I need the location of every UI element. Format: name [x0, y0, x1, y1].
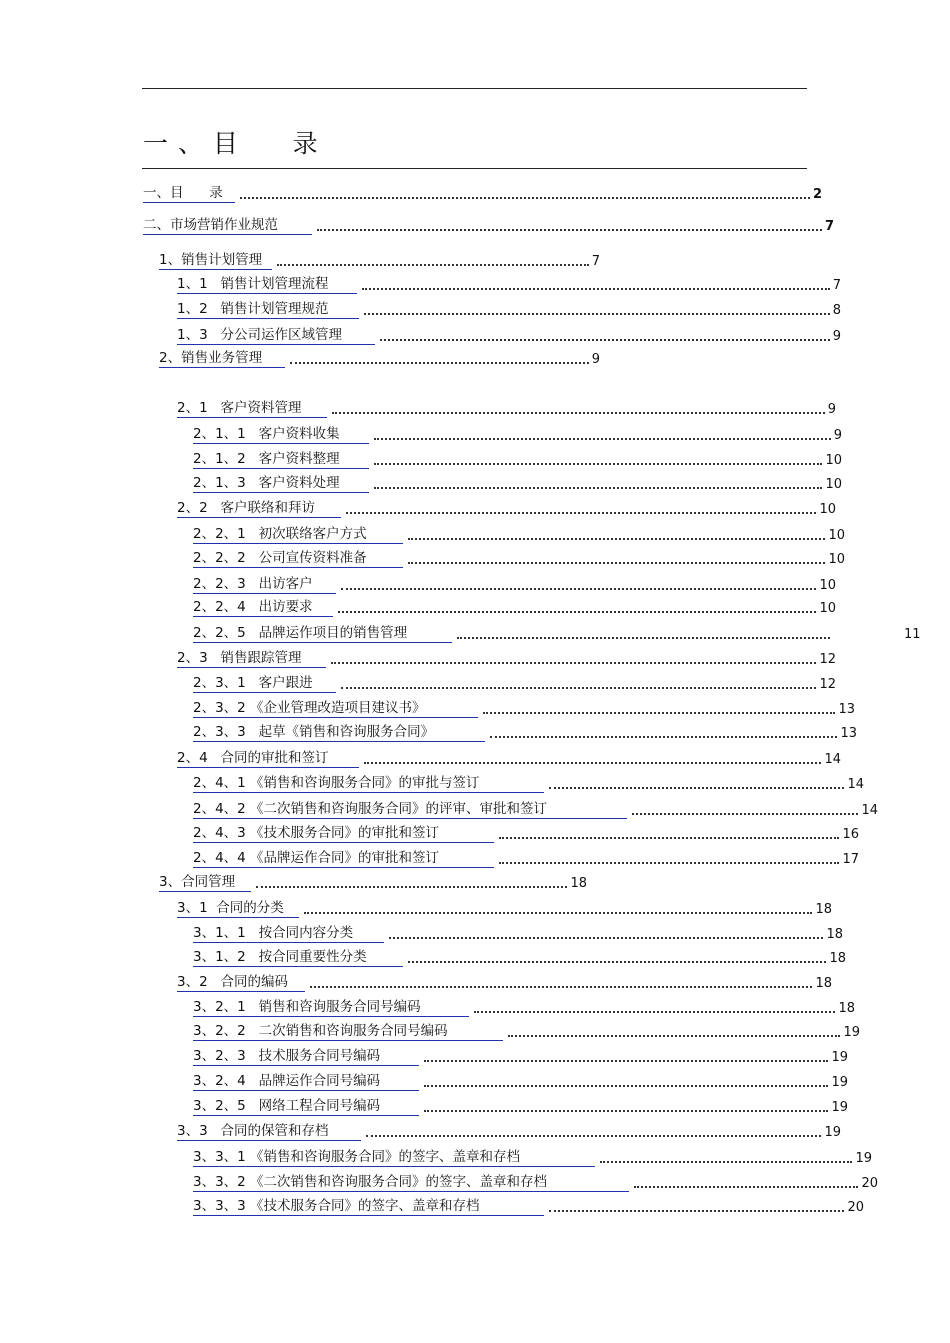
toc-entry-label: 3、1 合同的分类	[177, 900, 299, 918]
toc-page-number: 10	[825, 453, 842, 468]
toc-page-number: 18	[829, 951, 846, 966]
toc-dot-leader	[380, 339, 830, 341]
toc-page-number: 9	[832, 329, 841, 344]
toc-dot-leader	[338, 611, 816, 613]
toc-dot-leader	[457, 637, 830, 639]
toc-page-number: 7	[832, 278, 841, 293]
toc-entry-label: 3、3、3 《技术服务合同》的签字、盖章和存档	[193, 1198, 544, 1216]
toc-entry[interactable]	[193, 574, 836, 594]
toc-entry[interactable]	[193, 597, 836, 617]
toc-entry-label: 3、1、2 按合同重要性分类	[193, 949, 403, 967]
toc-entry-label: 2、3、1 客户跟进	[193, 675, 336, 693]
toc-heading: 一 、 目 录	[143, 129, 319, 158]
toc-entry-label: 2、2、4 出访要求	[193, 599, 333, 617]
toc-entry[interactable]	[193, 947, 846, 967]
toc-entry-label: 3、合同管理	[159, 874, 251, 892]
toc-entry[interactable]	[193, 1021, 860, 1041]
toc-dot-leader	[408, 961, 826, 963]
toc-entry-label: 一、目 录	[143, 185, 235, 203]
toc-dot-leader	[331, 662, 816, 664]
toc-page-number: 10	[819, 601, 836, 616]
toc-dot-leader	[374, 438, 831, 440]
toc-dot-leader	[424, 1085, 828, 1087]
toc-page-number: 20	[847, 1200, 864, 1215]
toc-dot-leader	[341, 687, 816, 689]
toc-entry[interactable]	[193, 524, 845, 544]
toc-page-number: 13	[838, 702, 855, 717]
toc-dot-leader	[408, 562, 825, 564]
toc-entry-label: 2、2、2 公司宣传资料准备	[193, 550, 403, 568]
toc-dot-leader	[362, 288, 830, 290]
toc-entry[interactable]	[177, 748, 841, 768]
toc-entry-label: 1、1 销售计划管理流程	[177, 276, 357, 294]
toc-entry-label: 3、2、4 品牌运作合同号编码	[193, 1073, 419, 1091]
toc-dot-leader	[346, 512, 816, 514]
toc-page-number: 13	[840, 726, 857, 741]
toc-page-number: 19	[843, 1025, 860, 1040]
toc-page-number: 14	[824, 752, 841, 767]
toc-entry[interactable]	[193, 923, 843, 943]
toc-entry[interactable]	[159, 250, 600, 270]
toc-page-number: 19	[855, 1151, 872, 1166]
toc-page-number: 14	[847, 777, 864, 792]
toc-entry[interactable]	[177, 898, 832, 918]
toc-entry[interactable]	[193, 997, 855, 1017]
toc-entry-label: 2、1、1 客户资料收集	[193, 426, 369, 444]
toc-dot-leader	[364, 762, 821, 764]
toc-page-number: 16	[842, 827, 859, 842]
toc-entry-label: 2、销售业务管理	[159, 350, 285, 368]
toc-entry-label: 1、销售计划管理	[159, 252, 272, 270]
toc-entry[interactable]	[193, 799, 878, 819]
toc-page-number: 18	[838, 1001, 855, 1016]
toc-page-number: 12	[819, 677, 836, 692]
toc-entry[interactable]	[193, 722, 857, 742]
toc-entry-label: 1、3 分公司运作区域管理	[177, 327, 375, 345]
toc-entry-label: 2、4、2 《二次销售和咨询服务合同》的评审、审批和签订	[193, 801, 627, 819]
toc-page-number: 10	[828, 552, 845, 567]
toc-dot-leader	[317, 229, 822, 231]
toc-dot-leader	[366, 1135, 821, 1137]
toc-entry[interactable]	[193, 1071, 848, 1091]
toc-dot-leader	[341, 588, 816, 590]
toc-dot-leader	[277, 264, 589, 266]
toc-entry[interactable]	[193, 1172, 878, 1192]
toc-entry[interactable]	[193, 424, 842, 444]
toc-entry-label: 3、3、2 《二次销售和咨询服务合同》的签字、盖章和存档	[193, 1174, 629, 1192]
toc-entry[interactable]	[193, 823, 859, 843]
toc-page-number: 12	[819, 652, 836, 667]
toc-dot-leader	[290, 362, 589, 364]
toc-dot-leader	[499, 837, 839, 839]
toc-entry[interactable]	[193, 698, 855, 718]
toc-page-number: 19	[831, 1100, 848, 1115]
toc-entry[interactable]	[193, 449, 842, 469]
toc-entry[interactable]	[177, 972, 832, 992]
toc-entry-label: 2、1、3 客户资料处理	[193, 475, 369, 493]
toc-entry[interactable]	[159, 348, 600, 368]
toc-page-number: 9	[833, 428, 842, 443]
toc-entry[interactable]	[177, 299, 841, 319]
toc-page-number: 17	[842, 852, 859, 867]
toc-dot-leader	[424, 1110, 828, 1112]
toc-entry-label: 2、2、3 出访客户	[193, 576, 336, 594]
toc-entry-label: 2、2、5 品牌运作项目的销售管理	[193, 625, 452, 643]
toc-entry-label: 2、3、3 起草《销售和咨询服务合同》	[193, 724, 485, 742]
toc-entry[interactable]	[159, 872, 587, 892]
toc-entry[interactable]	[193, 473, 842, 493]
toc-page-number: 9	[827, 402, 836, 417]
toc-entry-label: 3、1、1 按合同内容分类	[193, 925, 384, 943]
toc-dot-leader	[549, 1210, 844, 1212]
toc-entry[interactable]	[177, 498, 836, 518]
toc-page-number: 18	[570, 876, 587, 891]
toc-dot-leader	[632, 813, 858, 815]
toc-dot-leader	[408, 538, 825, 540]
toc-dot-leader	[374, 487, 822, 489]
toc-entry[interactable]	[143, 215, 834, 235]
toc-entry-label: 2、4 合同的审批和签订	[177, 750, 359, 768]
toc-dot-leader	[240, 197, 810, 199]
toc-entry-label: 3、2、2 二次销售和咨询服务合同号编码	[193, 1023, 503, 1041]
toc-dot-leader	[424, 1060, 828, 1062]
toc-entry-label: 2、2、1 初次联络客户方式	[193, 526, 403, 544]
toc-entry[interactable]	[193, 1196, 864, 1216]
toc-entry-label: 3、2、5 网络工程合同号编码	[193, 1098, 419, 1116]
toc-page-number: 10	[825, 477, 842, 492]
toc-dot-leader	[499, 862, 839, 864]
toc-dot-leader	[483, 712, 835, 714]
toc-page-number: 7	[591, 254, 600, 269]
toc-entry-label: 2、4、1 《销售和咨询服务合同》的审批与签订	[193, 775, 544, 793]
toc-entry[interactable]	[193, 548, 845, 568]
toc-page-number: 10	[828, 528, 845, 543]
toc-entry-label: 3、2、1 销售和咨询服务合同号编码	[193, 999, 469, 1017]
toc-entry[interactable]	[193, 1147, 872, 1167]
toc-dot-leader	[256, 886, 567, 888]
toc-page-number: 20	[861, 1176, 878, 1191]
toc-page-number: 18	[815, 902, 832, 917]
toc-dot-leader	[508, 1035, 840, 1037]
toc-entry-label: 2、1 客户资料管理	[177, 400, 327, 418]
toc-entry[interactable]	[177, 1121, 841, 1141]
toc-page-number: 18	[815, 976, 832, 991]
toc-page-number: 9	[591, 352, 600, 367]
toc-entry-label: 3、3 合同的保管和存档	[177, 1123, 361, 1141]
toc-page-number: 10	[819, 502, 836, 517]
toc-dot-leader	[600, 1161, 852, 1163]
toc-dot-leader	[549, 787, 844, 789]
toc-page-number: 19	[824, 1125, 841, 1140]
toc-page-number: 11	[904, 627, 921, 642]
toc-entry[interactable]	[193, 623, 921, 643]
toc-page-number: 10	[819, 578, 836, 593]
toc-dot-leader	[374, 463, 822, 465]
toc-entry[interactable]	[193, 848, 859, 868]
toc-entry[interactable]	[177, 648, 836, 668]
toc-entry[interactable]	[193, 1096, 848, 1116]
toc-dot-leader	[364, 313, 830, 315]
toc-page-number: 19	[831, 1075, 848, 1090]
toc-entry[interactable]	[193, 673, 836, 693]
toc-dot-leader	[634, 1186, 858, 1188]
toc-entry[interactable]	[177, 325, 841, 345]
toc-entry-label: 1、2 销售计划管理规范	[177, 301, 359, 319]
toc-entry-label: 3、2、3 技术服务合同号编码	[193, 1048, 419, 1066]
toc-dot-leader	[490, 736, 837, 738]
toc-page-number: 14	[861, 803, 878, 818]
toc-page-number: 7	[824, 219, 834, 234]
toc-entry-label: 2、1、2 客户资料整理	[193, 451, 369, 469]
toc-entry-label: 3、3、1 《销售和咨询服务合同》的签字、盖章和存档	[193, 1149, 595, 1167]
toc-page-number: 8	[832, 303, 841, 318]
toc-page-number: 2	[812, 187, 822, 202]
toc-entry-label: 二、市场营销作业规范	[143, 217, 312, 235]
toc-dot-leader	[310, 986, 812, 988]
toc-entry-label: 2、2 客户联络和拜访	[177, 500, 341, 518]
toc-entry-label: 2、4、3 《技术服务合同》的审批和签订	[193, 825, 494, 843]
toc-dot-leader	[304, 912, 812, 914]
toc-dot-leader	[474, 1011, 835, 1013]
toc-entry[interactable]	[193, 773, 864, 793]
toc-entry-label: 2、3、2 《企业管理改造项目建议书》	[193, 700, 478, 718]
toc-entry-label: 2、3 销售跟踪管理	[177, 650, 326, 668]
toc-entry[interactable]	[143, 183, 822, 203]
toc-page-number: 19	[831, 1050, 848, 1065]
toc-entry-label: 2、4、4 《品牌运作合同》的审批和签订	[193, 850, 494, 868]
toc-entry[interactable]	[193, 1046, 848, 1066]
toc-entry[interactable]	[177, 398, 836, 418]
toc-page-number: 18	[826, 927, 843, 942]
toc-dot-leader	[332, 412, 825, 414]
toc-entry-label: 3、2 合同的编码	[177, 974, 305, 992]
toc-entry[interactable]	[177, 274, 841, 294]
toc-dot-leader	[389, 937, 823, 939]
